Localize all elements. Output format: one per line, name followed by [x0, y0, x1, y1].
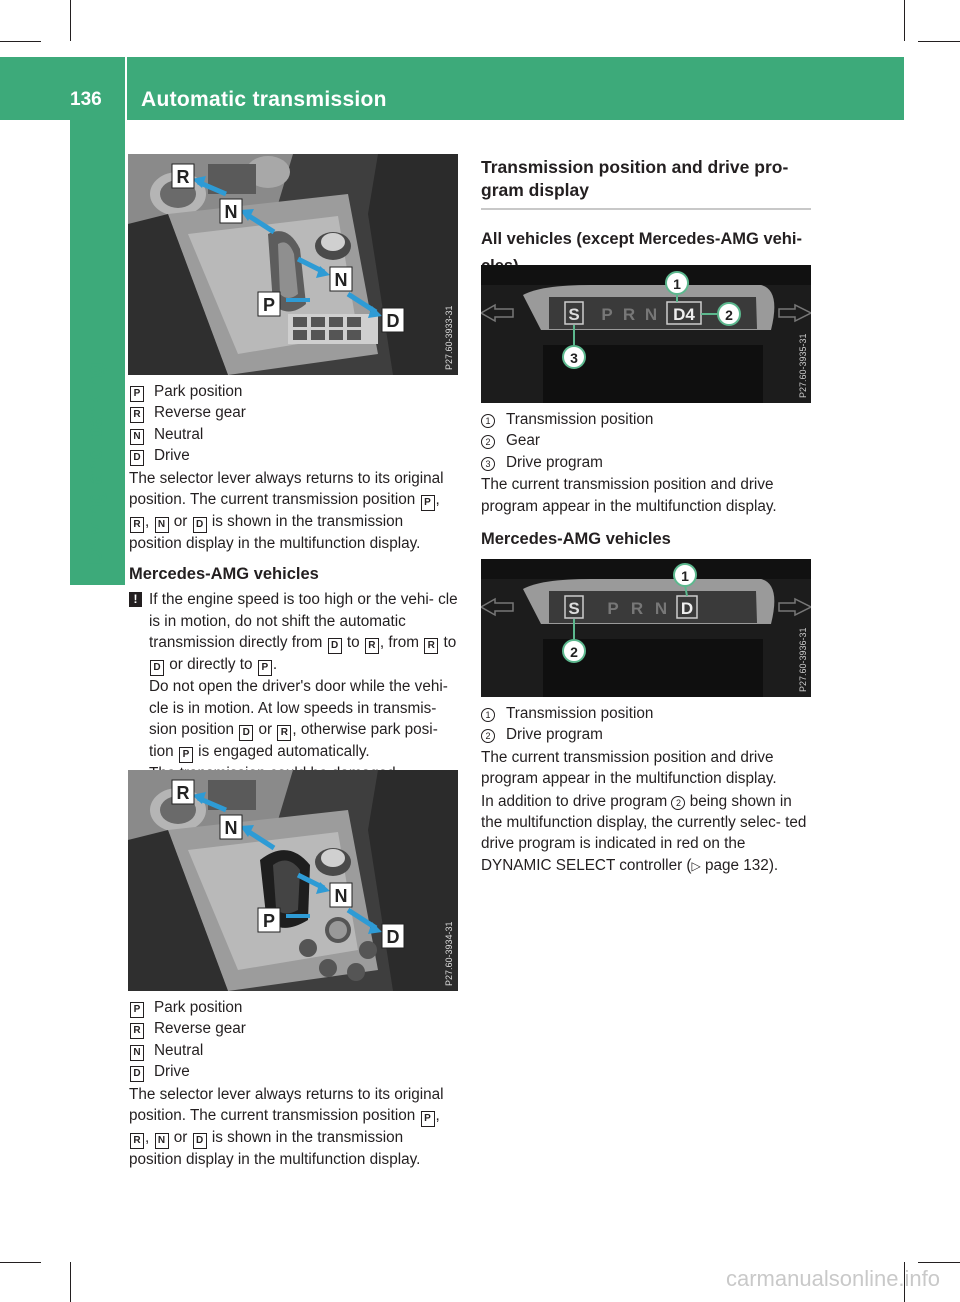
- text: ,: [145, 1128, 150, 1146]
- key-glyph: D: [193, 517, 207, 533]
- text: or: [258, 721, 273, 738]
- key-glyph: P: [421, 495, 435, 511]
- subheading: Mercedes-AMG vehicles: [129, 565, 319, 584]
- callout-number: 2: [481, 435, 495, 449]
- selector-label-r: R: [176, 167, 190, 187]
- figure-code: P27.60-3934-31: [444, 921, 454, 986]
- transmission-display-illustration: [481, 265, 811, 403]
- key-glyph: R: [424, 638, 438, 654]
- legend-text: Drive program: [506, 726, 603, 744]
- selector-label-n: N: [334, 886, 348, 906]
- legend-text: Transmission position: [506, 705, 654, 722]
- key-glyph: N: [155, 517, 169, 533]
- legend-item: [481, 409, 811, 430]
- text: In addition to drive program: [481, 792, 668, 810]
- paragraph: [129, 1084, 459, 1171]
- selector-label-p: P: [262, 295, 276, 315]
- text: is engaged automatically.: [198, 743, 370, 760]
- selector-label-n-top: N: [224, 202, 238, 222]
- text: being shown in the multifunction display, the currently selec- ted drive program is indicated in red on the DYNAMIC SELECT controller (: [481, 792, 807, 874]
- text: , otherwise park posi- tion: [149, 721, 438, 760]
- legend-item: [481, 430, 811, 451]
- text: , from: [379, 634, 420, 652]
- display-gear: D4: [673, 305, 695, 324]
- legend-item: [129, 1018, 459, 1039]
- text: or: [173, 512, 188, 530]
- crop-mark: [0, 41, 41, 42]
- text: If the engine speed is too high or the vehi- cle is in motion, do not shift the automatic transmission directly from: [149, 591, 458, 652]
- legend-item: [481, 452, 811, 473]
- warning-block: [129, 589, 459, 784]
- page-title: Automatic transmission: [141, 88, 387, 111]
- key-glyph: P: [130, 1002, 144, 1018]
- legend-item: [129, 1040, 459, 1061]
- text: to: [443, 634, 457, 652]
- key-glyph: P: [258, 660, 272, 676]
- figure-code: P27.60-3935-31: [798, 333, 808, 398]
- subheading: Mercedes-AMG vehicles: [481, 529, 671, 548]
- header-separator: [125, 57, 127, 120]
- text: is shown in the transmission position display in the multifunction display.: [129, 1128, 421, 1168]
- amg-transmission-display-figure: [481, 559, 811, 697]
- amg-selector-lever-illustration: [128, 770, 458, 991]
- right-column-middle: [481, 409, 811, 551]
- key-glyph: D: [130, 450, 144, 466]
- legend-text: Park position: [154, 999, 243, 1016]
- text: is shown in the transmission position display in the multifunction display.: [129, 512, 421, 552]
- selector-lever-figure: [128, 154, 458, 375]
- legend-item: [129, 1061, 459, 1082]
- warning-text: [149, 589, 459, 676]
- legend-item: [129, 445, 459, 466]
- text: ,: [435, 490, 440, 508]
- text: or: [173, 1128, 188, 1146]
- page-number: 136: [70, 89, 102, 110]
- text: The selector lever always returns to its original position. The current transmission position: [129, 469, 444, 508]
- callout-number: 1: [481, 414, 495, 428]
- right-column-upper: [481, 156, 811, 280]
- key-glyph: D: [193, 1133, 207, 1149]
- legend-text: Drive: [154, 1063, 190, 1081]
- paragraph: [129, 468, 459, 555]
- selector-label-n-top: N: [224, 818, 238, 838]
- selector-label-r: R: [176, 783, 190, 803]
- legend-text: Reverse gear: [154, 404, 246, 422]
- key-glyph: N: [130, 1045, 144, 1061]
- text: ,: [435, 1106, 440, 1124]
- header-bar: [0, 57, 904, 120]
- legend-text: Park position: [154, 383, 243, 400]
- amg-selector-lever-figure: [128, 770, 458, 991]
- crop-mark: [918, 41, 960, 42]
- figure-code: P27.60-3936-31: [798, 627, 808, 692]
- section-title: Driving and parking: [84, 362, 107, 565]
- display-n: N: [644, 305, 658, 324]
- legend-text: Transmission position: [506, 411, 654, 428]
- selector-label-p: P: [262, 911, 276, 931]
- crop-mark: [70, 0, 71, 41]
- text: The selector lever always returns to its original position. The current transmission position: [129, 1085, 444, 1124]
- key-glyph: N: [130, 429, 144, 445]
- legend-text: Neutral: [154, 425, 204, 443]
- page-reference-arrow-icon: ▷: [691, 858, 701, 873]
- legend-item: [481, 724, 811, 745]
- crop-mark: [0, 1262, 41, 1263]
- paragraph: The current transmission position and drive program appear in the multifunction display.: [481, 748, 777, 788]
- text: ,: [145, 512, 150, 530]
- left-column-upper: [129, 381, 459, 784]
- legend-text: Drive program: [506, 453, 603, 471]
- callout-2: 2: [570, 644, 578, 660]
- key-glyph: R: [130, 1133, 144, 1149]
- paragraph: [481, 791, 811, 878]
- section-heading: Transmission position and drive pro- gram display: [481, 157, 789, 200]
- display-p: P: [607, 599, 619, 618]
- display-r: R: [630, 599, 644, 618]
- callout-1: 1: [673, 276, 681, 292]
- key-glyph: D: [328, 638, 342, 654]
- key-glyph: P: [130, 386, 144, 402]
- display-s: S: [568, 599, 580, 618]
- selector-label-n: N: [334, 270, 348, 290]
- key-glyph: P: [421, 1111, 435, 1127]
- callout-number: 2: [671, 796, 685, 810]
- crop-mark: [918, 1262, 960, 1263]
- key-glyph: N: [155, 1133, 169, 1149]
- amg-transmission-display-illustration: [481, 559, 811, 697]
- left-column-lower: [129, 997, 459, 1170]
- crop-mark: [70, 1262, 71, 1302]
- display-s: S: [568, 305, 580, 324]
- callout-1: 1: [681, 568, 689, 584]
- display-n: N: [654, 599, 668, 618]
- key-glyph: P: [179, 747, 193, 763]
- callout-number: 3: [481, 457, 495, 471]
- legend-text: Gear: [506, 432, 541, 450]
- text: .: [272, 656, 278, 674]
- key-glyph: R: [277, 725, 291, 741]
- legend-item: [129, 402, 459, 423]
- page-reference-link[interactable]: page 132).: [705, 856, 779, 874]
- legend-item: [481, 703, 811, 724]
- crop-mark: [904, 0, 905, 41]
- legend-item: [129, 381, 459, 402]
- legend-item: [129, 424, 459, 445]
- key-glyph: R: [130, 517, 144, 533]
- selector-label-d: D: [386, 311, 400, 331]
- legend-text: Drive: [154, 447, 190, 465]
- key-glyph: D: [150, 660, 164, 676]
- transmission-display-figure: [481, 265, 811, 403]
- figure-code: P27.60-3933-31: [444, 305, 454, 370]
- key-glyph: R: [130, 407, 144, 423]
- text: or directly to: [169, 656, 253, 674]
- watermark: carmanualsonline.info: [726, 1266, 941, 1291]
- key-glyph: D: [239, 725, 253, 741]
- legend-text: Neutral: [154, 1041, 204, 1059]
- subheading: All vehicles (except Mercedes-AMG vehi-: [481, 230, 802, 248]
- callout-2: 2: [725, 307, 733, 323]
- display-p: P: [601, 305, 613, 324]
- callout-3: 3: [570, 350, 578, 366]
- key-glyph: D: [130, 1066, 144, 1082]
- selector-label-d: D: [386, 927, 400, 947]
- selector-lever-illustration: [128, 154, 458, 375]
- paragraph: The current transmission position and drive program appear in the multifunction display.: [481, 476, 777, 515]
- callout-number: 1: [481, 708, 495, 722]
- right-column-lower: [481, 703, 811, 877]
- text: Do not open the driver's door while the vehi- cle is in motion. At low speeds in transmis- sion position: [149, 678, 448, 738]
- legend-item: [129, 997, 459, 1018]
- callout-number: 2: [481, 729, 495, 743]
- key-glyph: R: [365, 638, 379, 654]
- text: to: [346, 634, 360, 652]
- legend-text: Reverse gear: [154, 1020, 246, 1038]
- display-r: R: [622, 305, 636, 324]
- warning-text: [149, 676, 459, 763]
- heading-rule: [481, 208, 811, 210]
- display-d: D: [680, 599, 694, 618]
- warning-icon: !: [129, 592, 142, 607]
- key-glyph: R: [130, 1023, 144, 1039]
